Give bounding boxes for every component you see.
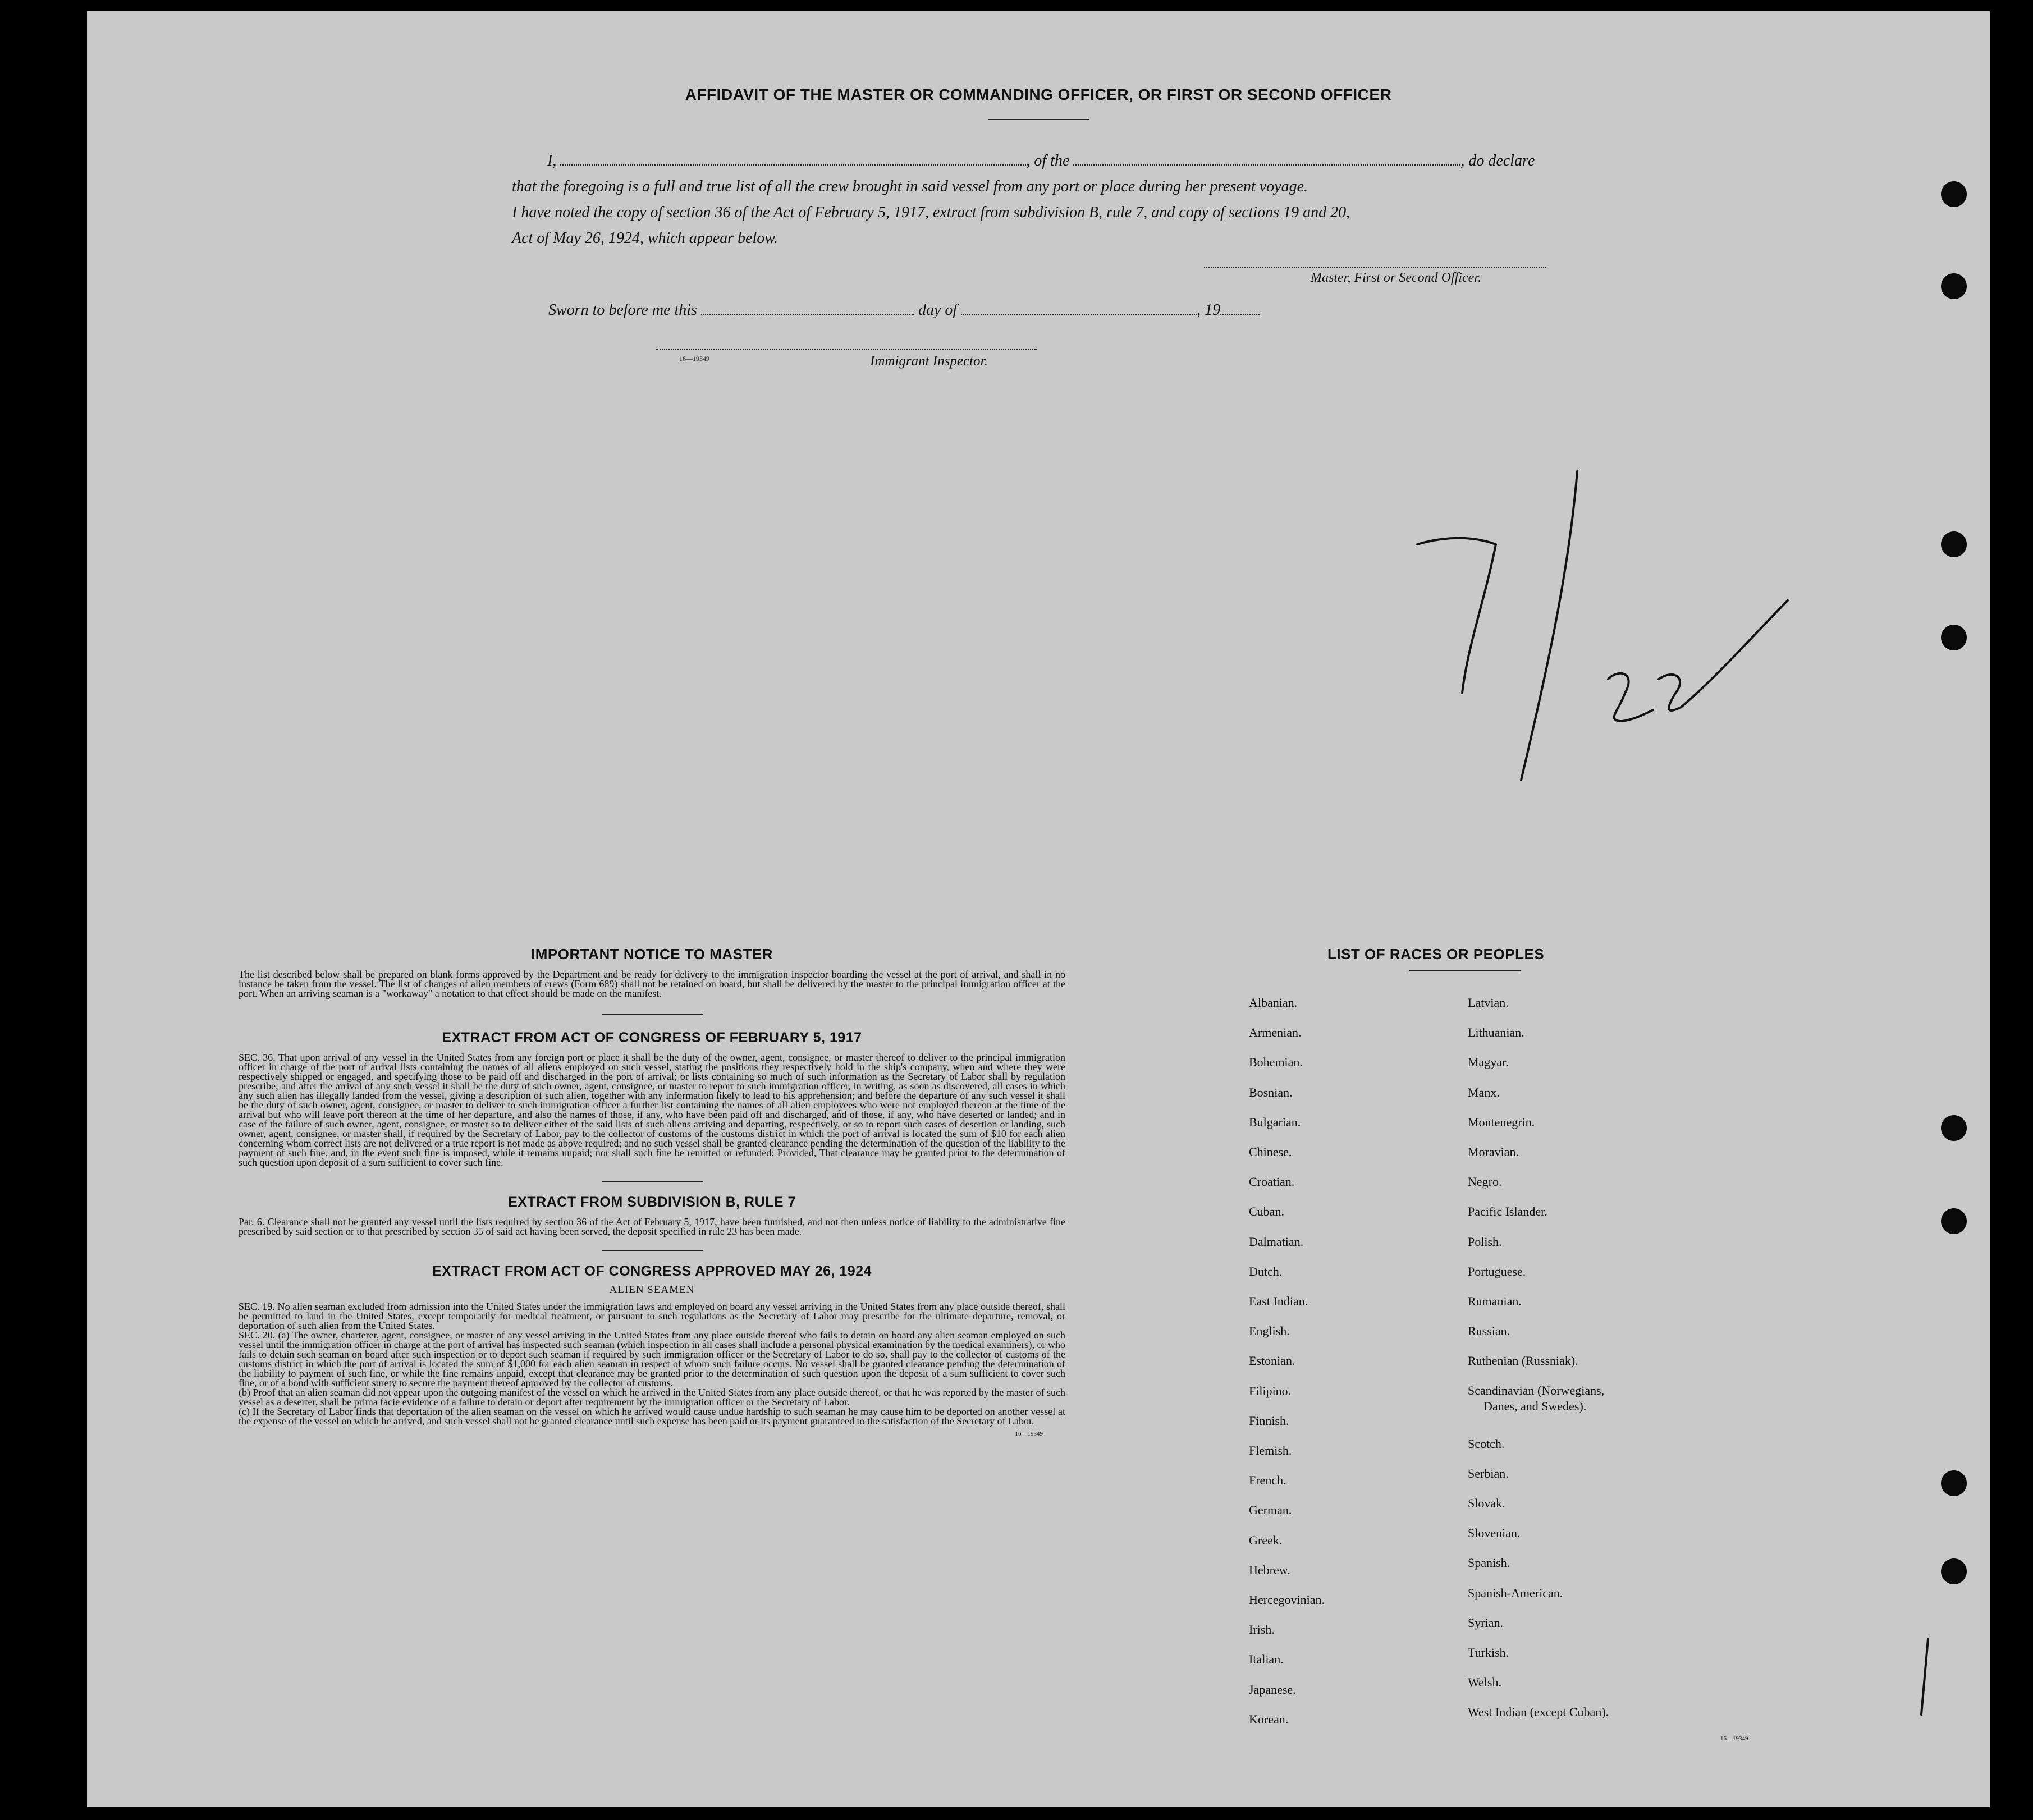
- race-item: Scotch.: [1468, 1436, 1505, 1451]
- punch-hole: [1941, 273, 1967, 299]
- race-item: Spanish.: [1468, 1556, 1510, 1570]
- extract-rule7-body: Par. 6. Clearance shall not be granted any vessel until the lists required by section 36 of the Act of February 5, 1917, have been furnished, and not then unless notice of liability to the administrative fine prescribed by said section or to that prescribed by section 35 of said act having been served, the deposit specified in rule 23 has been made.: [239, 1216, 1065, 1237]
- race-item: Syrian.: [1468, 1615, 1503, 1630]
- race-item: Rumanian.: [1468, 1294, 1522, 1309]
- race-item: Portuguese.: [1468, 1264, 1526, 1278]
- race-item: Dalmatian.: [1249, 1234, 1304, 1249]
- affidavit-i: I,: [547, 152, 557, 169]
- race-item: Italian.: [1249, 1652, 1284, 1667]
- extract-rule7-title: EXTRACT FROM SUBDIVISION B, RULE 7: [508, 1194, 796, 1210]
- race-item: Pacific Islander.: [1468, 1204, 1547, 1219]
- sec-19-body: SEC. 19. No alien seaman excluded from admission into the United States under the immigration laws and employed on board any vessel arriving in the United States from any place outside thereof, shall be permitted to land in the United States, except temporarily for medical treatment, or pursuant to such regulations as the Secretary of Labor may prescribe for the ultimate departure, removal, or deportation of such alien from the United States.: [239, 1301, 1065, 1331]
- race-item: Moravian.: [1468, 1145, 1519, 1159]
- race-item: Croatian.: [1249, 1175, 1295, 1189]
- section-divider: [602, 1250, 703, 1251]
- affidavit-declare: , do declare: [1460, 152, 1535, 169]
- race-item: Magyar.: [1468, 1055, 1509, 1070]
- race-item: Filipino.: [1249, 1383, 1292, 1398]
- race-item: Armenian.: [1249, 1025, 1302, 1040]
- punch-hole: [1941, 1115, 1967, 1141]
- notice-body: The list described below shall be prepared on blank forms approved by the Department and be ready for delivery to the immigration inspector boarding the vessel at the port of arrival, and shall in no instance be taken from the vessel. The list of changes of alien members of crews (Form 689) shall not be retained on board, but shall be delivered by the master to the principal immigration officer at the port. When an arriving seaman is a "workaway" a notation to that effect should be made on the manifest.: [239, 969, 1065, 999]
- races-title: LIST OF RACES OR PEOPLES: [1327, 946, 1545, 962]
- handwritten-margin-mark: [1921, 1639, 1928, 1714]
- affidavit-title: AFFIDAVIT OF THE MASTER OR COMMANDING OFFICER, OR FIRST OR SECOND OFFICER: [685, 86, 1392, 103]
- races-underline: [1409, 970, 1521, 971]
- sec-20a-body: SEC. 20. (a) The owner, charterer, agent, consignee, or master of any vessel arriving in the United States from any place outside thereof who fails to detain on board any alien seaman employed on such vessel until the immigration officer in charge at the port of arrival has inspected such seaman (which inspection in all cases shall include a personal physical examination by the medical examiners), or who fails to detain such seaman on board after such inspection or to deport such seaman if required by such immigration officer or the Secretary of Labor to do so, shall pay to the collector of customs of the customs district in which the port of arrival is located the sum of $1,000 for each alien seaman in respect of whom such failure occurs. No vessel shall be granted clearance pending the determination of the liability to payment of such fine, or while the fine remains unpaid, except that clearance may be granted prior to the determination of such question upon the deposit of a sum sufficient to cover such fine, or of a bond with sufficient surety to secure the payment thereof approved by the collector of customs.: [239, 1330, 1065, 1388]
- manifest-page: [87, 11, 1990, 1807]
- race-item: Latvian.: [1468, 996, 1509, 1010]
- punch-hole: [1941, 1208, 1967, 1234]
- race-item: Hebrew.: [1249, 1562, 1290, 1577]
- punch-hole: [1941, 1470, 1967, 1496]
- extract-form-number: 16—19349: [1015, 1431, 1043, 1437]
- race-item: German.: [1249, 1503, 1292, 1518]
- race-item: Bohemian.: [1249, 1055, 1303, 1070]
- race-item: Manx.: [1468, 1085, 1500, 1099]
- affidavit-line-2: that the foregoing is a full and true list of all the crew brought in said vessel from any port or place during her present voyage.: [512, 178, 1308, 195]
- race-item: Polish.: [1468, 1234, 1502, 1249]
- affidavit-of-the: , of the: [1026, 152, 1070, 169]
- race-item: Ruthenian (Russniak).: [1468, 1354, 1578, 1368]
- race-item: West Indian (except Cuban).: [1468, 1705, 1609, 1720]
- race-item: Russian.: [1468, 1324, 1510, 1338]
- race-item: Korean.: [1249, 1712, 1289, 1726]
- extract-1917-title: EXTRACT FROM ACT OF CONGRESS OF FEBRUARY 5, 1917: [442, 1030, 862, 1046]
- punch-hole: [1941, 531, 1967, 557]
- race-item: Irish.: [1249, 1622, 1275, 1637]
- section-divider: [602, 1181, 703, 1182]
- race-item: Spanish-American.: [1468, 1585, 1563, 1600]
- race-item: Slovenian.: [1468, 1526, 1521, 1541]
- races-left-column: [1249, 988, 1325, 1734]
- race-item: Bulgarian.: [1249, 1115, 1301, 1129]
- race-item: Turkish.: [1468, 1645, 1509, 1660]
- punch-hole: [1941, 1558, 1967, 1584]
- race-item: Slovak.: [1468, 1496, 1505, 1511]
- race-item: Dutch.: [1249, 1264, 1283, 1278]
- race-item-scandinavian-line-1: Scandinavian (Norwegians,: [1468, 1383, 1605, 1397]
- race-item: English.: [1249, 1324, 1290, 1338]
- races-form-number: 16—19349: [1720, 1735, 1748, 1742]
- race-item: Bosnian.: [1249, 1085, 1293, 1099]
- affidavit-line-3: I have noted the copy of section 36 of the Act of February 5, 1917, extract from subdivision B, rule 7, and copy of sections 19 and 20,: [512, 204, 1350, 221]
- race-item: Albanian.: [1249, 996, 1298, 1010]
- punch-hole: [1941, 181, 1967, 207]
- race-item: Negro.: [1468, 1175, 1502, 1189]
- race-item: Cuban.: [1249, 1204, 1284, 1219]
- punch-hole: [1941, 625, 1967, 650]
- signature-label: Master, First or Second Officer.: [1311, 271, 1481, 285]
- races-right-column: [1468, 988, 1609, 1727]
- sworn-day-of: day of: [918, 301, 958, 319]
- sec-20c-body: (c) If the Secretary of Labor finds that deportation of the alien seaman on the vessel on which he arrived would cause undue hardship to such seaman he may cause him to be deported on another vessel at the expense of the vessel on which he arrived, and such vessel shall not be granted clearance until such expense has been paid or its payment guaranteed to the satisfaction of the Secretary of Labor.: [239, 1406, 1065, 1427]
- extract-1924-subtitle: ALIEN SEAMEN: [609, 1284, 695, 1296]
- handwriting-layer: [87, 11, 1990, 1807]
- handwritten-date-annotation: [1417, 471, 1788, 780]
- race-item-scandinavian-line-2: Danes, and Swedes).: [1483, 1399, 1587, 1413]
- race-item: Serbian.: [1468, 1466, 1509, 1480]
- notice-title: IMPORTANT NOTICE TO MASTER: [531, 946, 773, 962]
- extract-1917-body: SEC. 36. That upon arrival of any vessel in the United States from any foreign port or place it shall be the duty of the owner, agent, consignee, or master thereof to deliver to the principal immigration officer in charge of the port of arrival lists containing the names of all aliens employed on such vessel, stating the positions they respectively hold in the ship's company, when and where they were respectively shipped or engaged, and specifying those to be paid off and discharged in the port of arrival; or lists containing so much of such information as the Secretary of Labor shall by regulation prescribe; and after the arrival of any such vessel it shall be the duty of such owner, agent, consignee, or master to report to such immigration officer, in writing, as soon as discovered, all cases in which any such alien has illegally landed from the vessel, giving a description of such alien, together with any information likely to lead to his apprehension; and before the departure of any such vessel it shall be the duty of such owner, agent, consignee, or master to deliver to such immigration officer a further list containing the names of all alien employees who were not employed thereon at the time of the arrival but who will leave port thereon at the time of her departure, and also the names of those, if any, who have been paid off and discharged, and of those, if any, who have deserted or landed; and in case of the failure of such owner, agent, consignee, or master so to deliver either of the said lists of such aliens arriving and departing, respectively, or so to report such cases of desertion or landing, such owner, agent, consignee, or master shall, if required by the Secretary of Labor, pay to the collector of customs of the customs district in which the port of arrival is located the sum of $10 for each alien concerning whom correct lists are not delivered or a true report is not made as above required; and no such vessel shall be granted clearance pending the determination of the question of the liability to the payment of such fine, and, in the event such fine is imposed, while it remains unpaid; nor shall such fine be remitted or refunded: Provided, That clearance may be granted prior to the determination of such question upon deposit of a sum sufficient to cover such fine.: [239, 1052, 1065, 1168]
- sworn-prefix: Sworn to before me this: [548, 301, 697, 319]
- race-item: Chinese.: [1249, 1145, 1292, 1159]
- notices-column: [239, 946, 1065, 1437]
- race-item: Japanese.: [1249, 1682, 1296, 1697]
- race-item: Flemish.: [1249, 1443, 1292, 1458]
- race-item: Greek.: [1249, 1533, 1283, 1547]
- race-item-scandinavian: [1468, 1376, 1609, 1429]
- affidavit-line-4: Act of May 26, 1924, which appear below.: [512, 230, 778, 247]
- race-item: East Indian.: [1249, 1294, 1308, 1309]
- race-item: Finnish.: [1249, 1413, 1289, 1428]
- section-divider: [602, 1014, 703, 1015]
- affidavit-form-number: 16—19349: [679, 355, 709, 363]
- sworn-year: , 19: [1197, 301, 1221, 319]
- race-item: Hercegovinian.: [1249, 1593, 1325, 1607]
- race-item: French.: [1249, 1473, 1286, 1488]
- inspector-label: Immigrant Inspector.: [870, 354, 988, 369]
- race-item: Montenegrin.: [1468, 1115, 1535, 1129]
- race-item: Welsh.: [1468, 1675, 1501, 1690]
- extract-1924-title: EXTRACT FROM ACT OF CONGRESS APPROVED MAY 26, 1924: [432, 1263, 872, 1279]
- race-item: Estonian.: [1249, 1354, 1295, 1368]
- sec-20b-body: (b) Proof that an alien seaman did not appear upon the outgoing manifest of the vessel on which he arrived in the United States from any place outside thereof, or that he was reported by the master of such vessel as a deserter, shall be prima facie evidence of a failure to detain or deport after requirement by the immigration officer or the Secretary of Labor.: [239, 1387, 1065, 1408]
- race-item: Lithuanian.: [1468, 1025, 1524, 1040]
